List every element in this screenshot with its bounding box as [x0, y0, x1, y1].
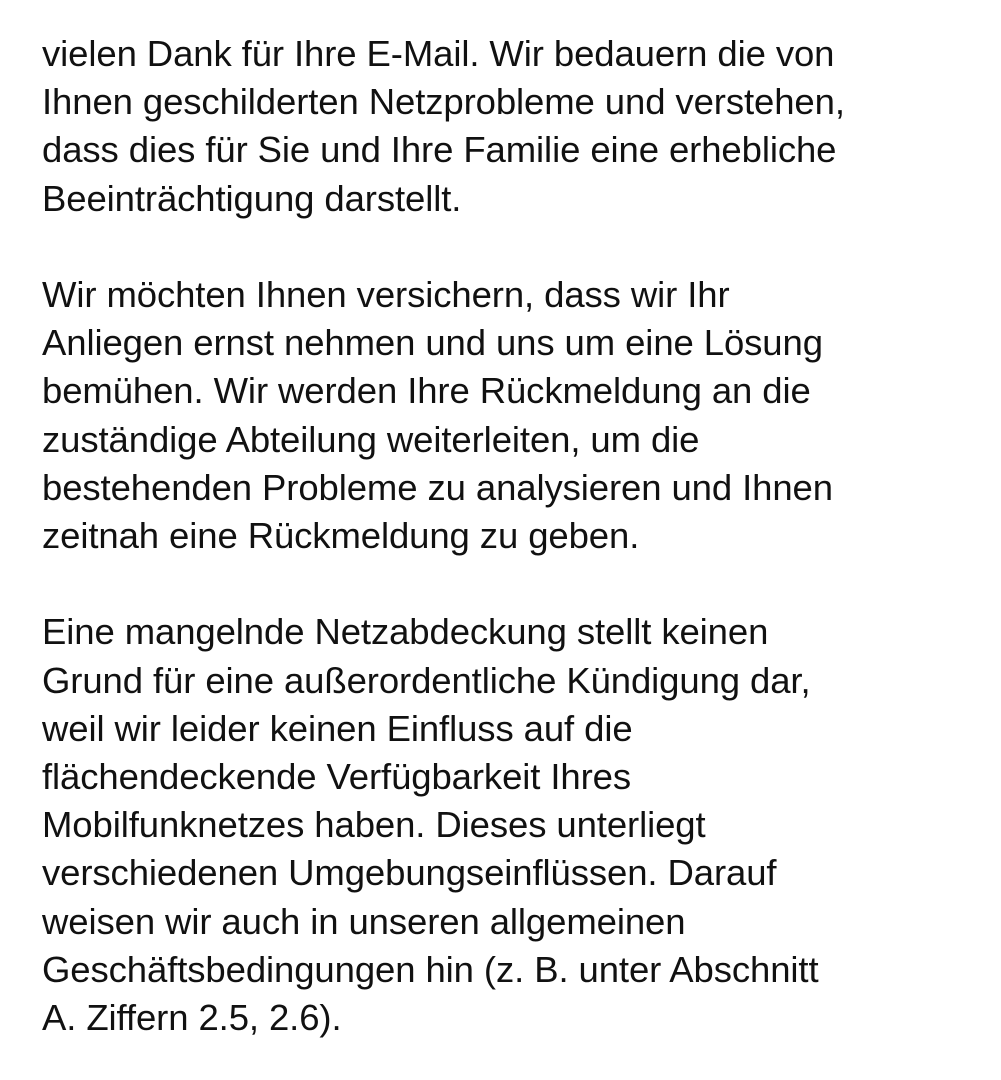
email-paragraph-1	[42, 30, 992, 223]
text-line: Ihnen geschilderten Netzprobleme und verstehen,	[42, 81, 845, 123]
email-paragraph-2	[42, 271, 992, 560]
text-line: vielen Dank für Ihre E-Mail. Wir bedauern die von	[42, 33, 835, 74]
email-paragraph-3	[42, 608, 992, 1042]
text-line: Eine mangelnde Netzabdeckung stellt keinen	[42, 611, 769, 653]
text-line: dass dies für Sie und Ihre Familie eine erhebliche	[42, 129, 837, 171]
text-line: Anliegen ernst nehmen und uns um eine Lösung	[42, 322, 823, 364]
text-line: Geschäftsbedingungen hin (z. B. unter Abschnitt	[42, 948, 819, 990]
text-line: flächendeckende Verfügbarkeit Ihres	[42, 756, 632, 798]
text-line: weisen wir auch in unseren allgemeinen	[42, 900, 686, 942]
text-line: Grund für eine außerordentliche Kündigung dar,	[42, 659, 811, 701]
text-line: A. Ziffern 2.5, 2.6).	[42, 997, 342, 1039]
text-line: verschiedenen Umgebungseinflüssen. Darauf	[42, 852, 777, 894]
text-line: Mobilfunknetzes haben. Dieses unterliegt	[42, 804, 706, 846]
text-line: Wir möchten Ihnen versichern, dass wir Ihr	[42, 274, 730, 315]
text-line: zeitnah eine Rückmeldung zu geben.	[42, 515, 640, 557]
text-line: zuständige Abteilung weiterleiten, um die	[42, 418, 700, 460]
text-line: bestehenden Probleme zu analysieren und Ihnen	[42, 466, 833, 508]
email-body	[42, 30, 992, 1042]
text-line: weil wir leider keinen Einfluss auf die	[42, 707, 633, 749]
text-line: Beeinträchtigung darstellt.	[42, 177, 462, 219]
text-line: bemühen. Wir werden Ihre Rückmeldung an die	[42, 370, 811, 412]
